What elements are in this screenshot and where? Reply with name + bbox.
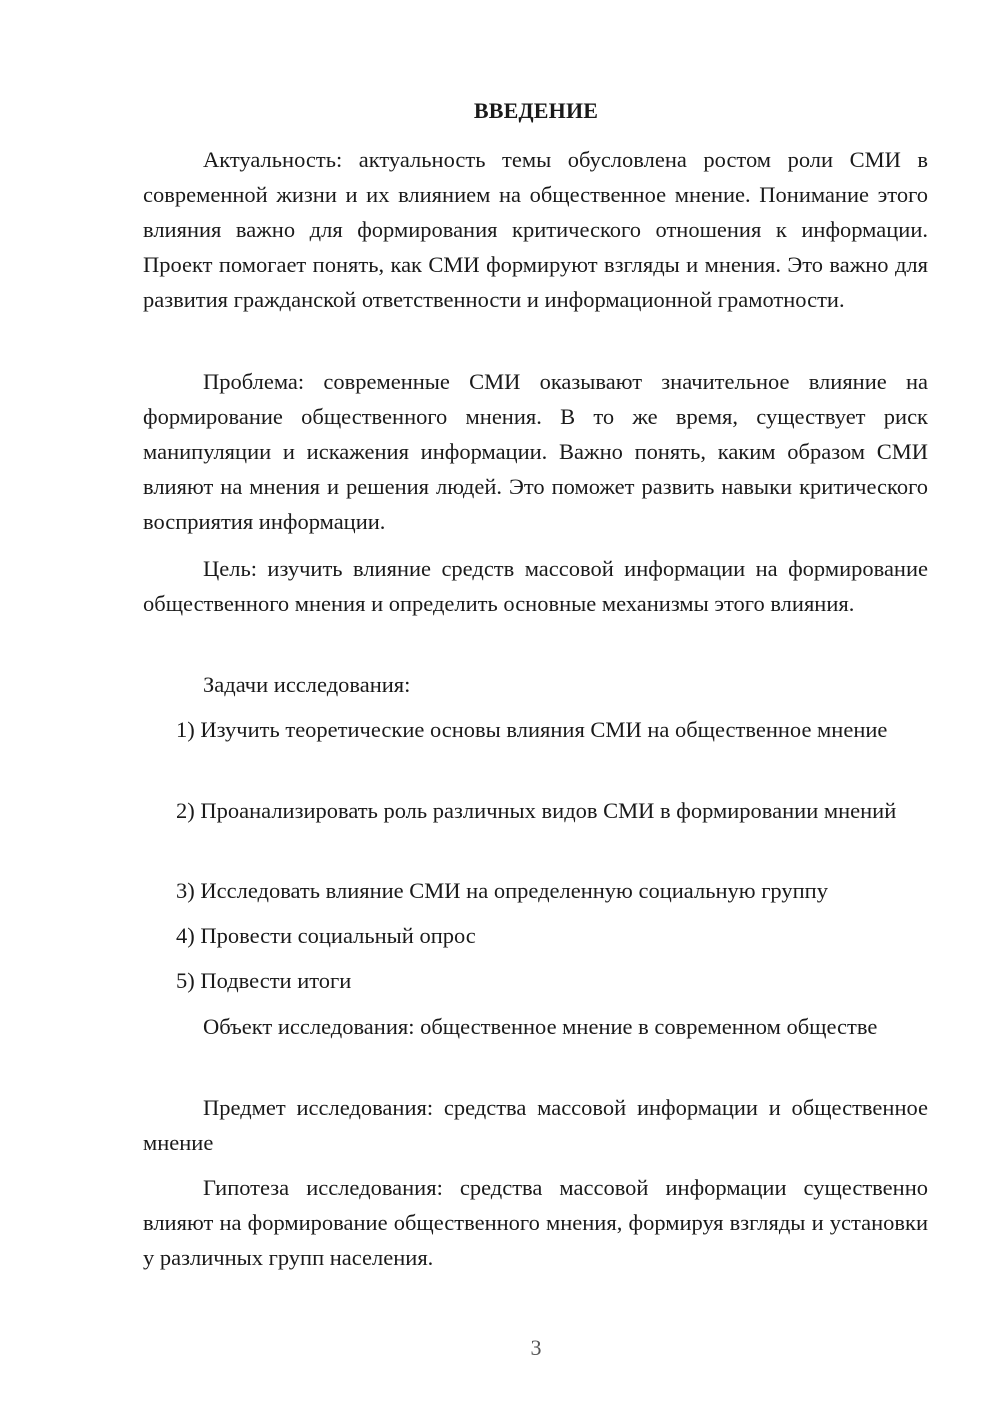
paragraph-problem: Проблема: современные СМИ оказывают значительное влияние на формирование общественного мнения. В то же время, существует риск манипуляции и искажения информации. Важно понять, каким образом СМИ влияют на мнения и решения людей. Это поможет развить навыки критического восприятия информации. <box>143 369 928 534</box>
paragraph-hypothesis: Гипотеза исследования: средства массовой информации существенно влияют на формирование общественного мнения, формируя взгляды и установки у различных групп населения. <box>143 1175 928 1270</box>
paragraph-goal: Цель: изучить влияние средств массовой информации на формирование общественного мнения и определить основные механизмы этого влияния. <box>143 556 928 616</box>
paragraph-relevance: Актуальность: актуальность темы обусловлена ростом роли СМИ в современной жизни и их влиянием на общественное мнение. Понимание этого влияния важно для формирования критического отношения к информации. Проект помогает понять, как СМИ формируют взгляды и мнения. Это важно для развития гражданской ответственности и информационной грамотности. <box>143 147 928 312</box>
task-item-5: 5) Подвести итоги <box>176 968 352 993</box>
task-item-2: 2) Проанализировать роль различных видов СМИ в формировании мнений <box>176 798 897 823</box>
task-item-1: 1) Изучить теоретические основы влияния СМИ на общественное мнение <box>176 717 888 742</box>
page-number: 3 <box>530 1335 542 1360</box>
section-heading: ВВЕДЕНИЕ <box>473 98 599 123</box>
paragraph-subject: Предмет исследования: средства массовой информации и общественное мнение <box>143 1095 928 1155</box>
task-item-3: 3) Исследовать влияние СМИ на определенную социальную группу <box>176 878 828 903</box>
paragraph-tasks-intro: Задачи исследования: <box>203 672 411 697</box>
paragraph-object: Объект исследования: общественное мнение в современном обществе <box>203 1014 878 1039</box>
task-item-4: 4) Провести социальный опрос <box>176 923 476 948</box>
